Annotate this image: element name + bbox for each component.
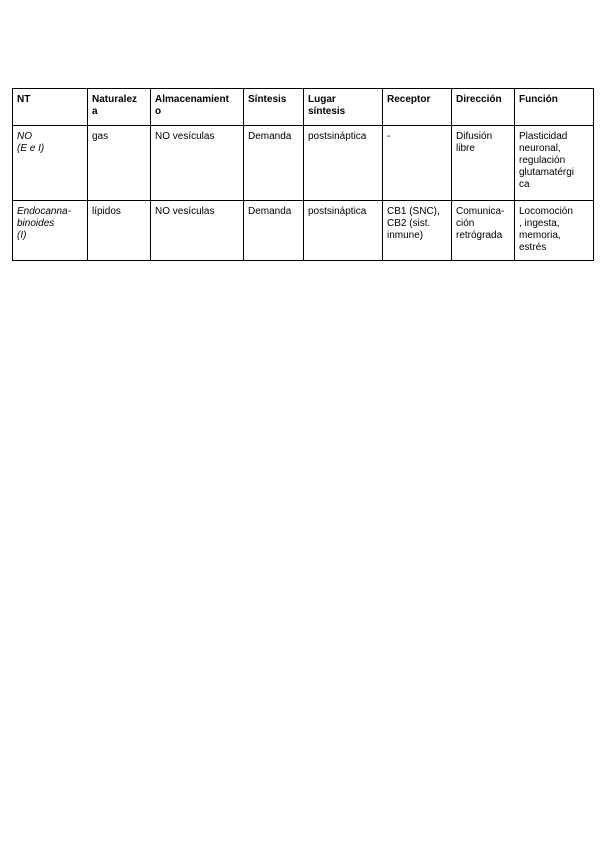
cell-funcion: Locomoción , ingesta, memoria, estrés (515, 201, 594, 261)
table-row-no (13, 126, 594, 201)
header-direccion: Dirección (452, 89, 515, 126)
header-nt: NT (13, 89, 88, 126)
header-funcion: Función (515, 89, 594, 126)
header-almacenamiento: Almacenamient o (151, 89, 244, 126)
cell-funcion: Plasticidad neuronal, regulación glutamatérgi ca (515, 126, 594, 201)
cell-naturaleza: gas (88, 126, 151, 201)
cell-receptor: CB1 (SNC), CB2 (sist. inmune) (383, 201, 452, 261)
header-lugar-sintesis: Lugar síntesis (304, 89, 383, 126)
cell-direccion: Comunica- ción retrógrada (452, 201, 515, 261)
cell-sintesis: Demanda (244, 201, 304, 261)
neurotransmitter-table (12, 88, 594, 261)
header-receptor: Receptor (383, 89, 452, 126)
cell-sintesis: Demanda (244, 126, 304, 201)
cell-almacenamiento: NO vesículas (151, 126, 244, 201)
cell-lugar-sintesis: postsináptica (304, 126, 383, 201)
table-header-row (13, 89, 594, 126)
cell-naturaleza: lípidos (88, 201, 151, 261)
header-sintesis: Síntesis (244, 89, 304, 126)
cell-nt: Endocanna- binoides (I) (13, 201, 88, 261)
cell-direccion: Difusión libre (452, 126, 515, 201)
cell-nt: NO (E e I) (13, 126, 88, 201)
header-naturaleza: Naturalez a (88, 89, 151, 126)
cell-receptor: - (383, 126, 452, 201)
cell-lugar-sintesis: postsináptica (304, 201, 383, 261)
table-row-endocannabinoides (13, 201, 594, 261)
cell-almacenamiento: NO vesículas (151, 201, 244, 261)
